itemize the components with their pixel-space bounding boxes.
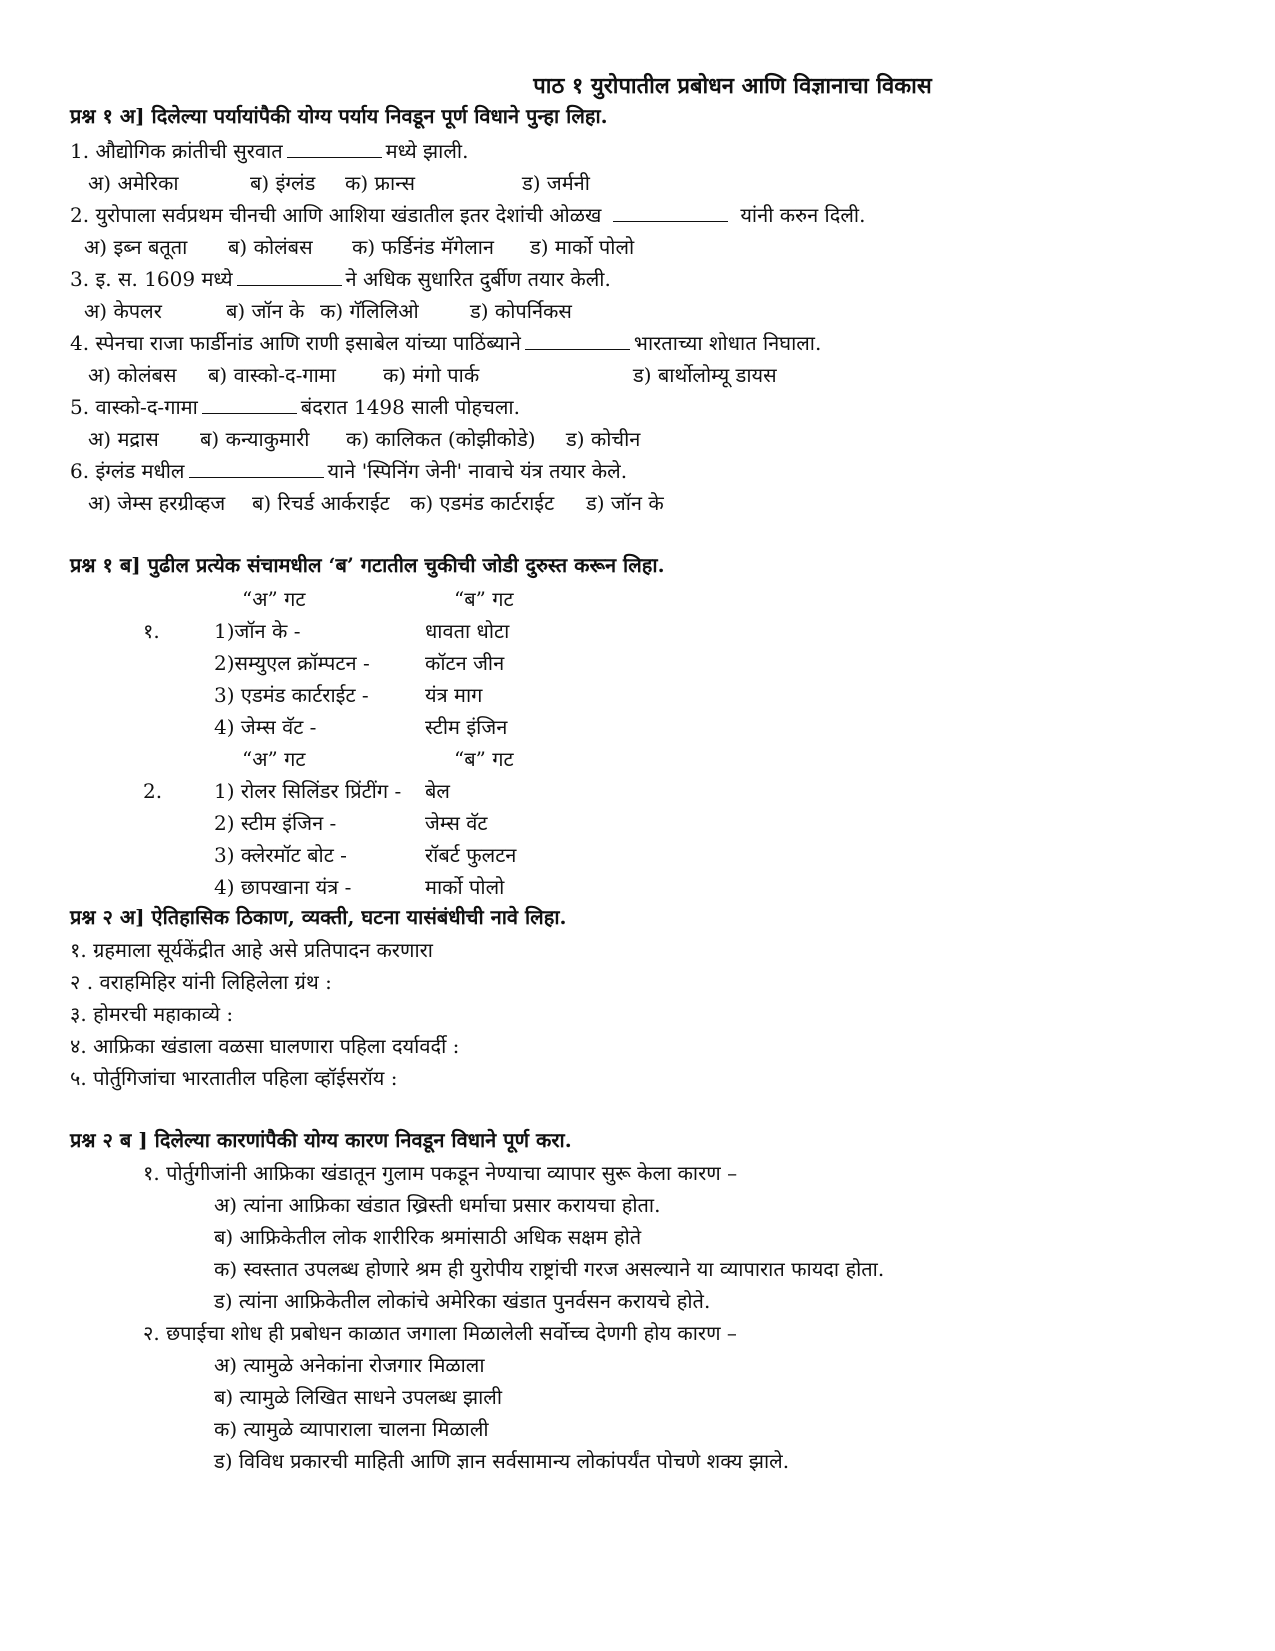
column-b-header: “ब” गट <box>454 747 514 771</box>
q2a-item: ४. आफ्रिका खंडाला वळसा घालणारा पहिला दर्यावर्दी : <box>70 1034 460 1058</box>
q1a-item-3-text-end: ने अधिक सुधारित दुर्बीण तयार केली. <box>345 267 611 291</box>
answer-blank <box>613 203 728 222</box>
set-number: १. <box>143 619 160 643</box>
q1a-item-6-text-end: याने 'स्पिनिंग जेनी' नावाचे यंत्र तयार केले. <box>327 459 628 483</box>
q1a-item-2-text: 2. युरोपाला सर्वप्रथम चीनची आणि आशिया खंडातील इतर देशांची ओळख <box>70 203 602 227</box>
q2b-option: क) स्वस्तात उपलब्ध होणारे श्रम ही युरोपीय राष्ट्रांची गरज असल्याने या व्यापारात फायदा होता. <box>214 1257 885 1281</box>
q2b-option: ड) विविध प्रकारची माहिती आणि ज्ञान सर्वसामान्य लोकांपर्यंत पोचणे शक्य झाले. <box>214 1449 790 1473</box>
option: ड) कोपर्निकस <box>470 299 572 323</box>
answer-blank <box>525 331 630 350</box>
q1a-item-5-text-end: बंदरात 1498 साली पोहचला. <box>300 395 520 419</box>
pair-a: 4) जेम्स वॅट - <box>214 715 317 739</box>
q1a-item-4-text: 4. स्पेनचा राजा फार्डीनांड आणि राणी इसाबेल यांच्या पाठिंब्याने <box>70 331 521 355</box>
pair-b: जेम्स वॅट <box>425 811 488 835</box>
page-title: पाठ १ युरोपातील प्रबोधन आणि विज्ञानाचा विकास <box>533 73 932 99</box>
option: अ) जेम्स हरग्रीव्हज <box>88 491 226 515</box>
option: अ) इब्न बतूता <box>84 235 188 259</box>
pair-a: 1) रोलर सिलिंडर प्रिंटींग - <box>214 779 402 803</box>
column-a-header: “अ” गट <box>242 587 306 611</box>
pair-a: 2)सम्युएल क्रॉम्पटन - <box>214 651 370 675</box>
option: क) मंगो पार्क <box>383 363 480 387</box>
option: क) कालिकत (कोझीकोडे) <box>346 427 536 451</box>
pair-a: 1)जॉन के - <box>214 619 301 643</box>
option: ड) जॉन के <box>586 491 664 515</box>
column-b-header: “ब” गट <box>454 587 514 611</box>
answer-blank <box>237 267 342 286</box>
q1b-heading: प्रश्न १ ब] पुढील प्रत्येक संचामधील ‘ब’ गटातील चुकीची जोडी दुरुस्त करून लिहा. <box>70 553 665 577</box>
q1a-heading: प्रश्न १ अ] दिलेल्या पर्यायांपैकी योग्य पर्याय निवडून पूर्ण विधाने पुन्हा लिहा. <box>70 104 608 128</box>
pair-b: बेल <box>425 779 450 803</box>
answer-blank <box>202 395 297 414</box>
option: ब) कन्याकुमारी <box>200 427 310 451</box>
q1a-item-3-text: 3. इ. स. 1609 मध्ये <box>70 267 233 291</box>
pair-b: रॉबर्ट फुलटन <box>425 843 517 867</box>
q2b-option: अ) त्यामुळे अनेकांना रोजगार मिळाला <box>214 1353 485 1377</box>
pair-b: मार्को पोलो <box>425 875 505 899</box>
option: अ) कोलंबस <box>88 363 177 387</box>
q2b-statement: २. छपाईचा शोध ही प्रबोधन काळात जगाला मिळालेली सर्वोच्च देणगी होय कारण – <box>143 1321 737 1345</box>
q1a-item-2-text-end: यांनी करुन दिली. <box>740 203 866 227</box>
q1a-item-4-text-end: भारताच्या शोधात निघाला. <box>633 331 822 355</box>
q2b-option: ड) त्यांना आफ्रिकेतील लोकांचे अमेरिका खंडात पुनर्वसन करायचे होते. <box>214 1289 711 1313</box>
q1a-item-6-text: 6. इंग्लंड मधील <box>70 459 185 483</box>
answer-blank <box>189 459 324 478</box>
q2b-heading: प्रश्न २ ब ] दिलेल्या कारणांपैकी योग्य कारण निवडून विधाने पूर्ण करा. <box>70 1128 572 1152</box>
q1a-item-4 <box>70 330 821 356</box>
q1a-item-1 <box>70 138 468 164</box>
q1a-item-5-text: 5. वास्को-द-गामा <box>70 395 198 419</box>
option: अ) मद्रास <box>88 427 159 451</box>
q1a-item-1-text-end: मध्ये झाली. <box>385 139 469 163</box>
pair-a: 3) क्लेरमॉट बोट - <box>214 843 347 867</box>
option: ड) मार्को पोलो <box>530 235 635 259</box>
option: ड) जर्मनी <box>522 171 590 195</box>
pair-a: 3) एडमंड कार्टराईट - <box>214 683 369 707</box>
pair-b: कॉटन जीन <box>425 651 505 675</box>
option: ड) कोचीन <box>566 427 641 451</box>
option: ड) बार्थोलोम्यू डायस <box>633 363 777 387</box>
q2b-option: अ) त्यांना आफ्रिका खंडात ख्रिस्ती धर्माचा प्रसार करायचा होता. <box>214 1193 661 1217</box>
option: क) फ्रान्स <box>345 171 416 195</box>
option: अ) केपलर <box>84 299 162 323</box>
pair-a: 4) छापखाना यंत्र - <box>214 875 352 899</box>
option: ब) जॉन के <box>226 299 305 323</box>
q2b-option: ब) त्यामुळे लिखित साधने उपलब्ध झाली <box>214 1385 503 1409</box>
q1a-item-2 <box>70 202 865 228</box>
option: अ) अमेरिका <box>88 171 179 195</box>
q2b-option: ब) आफ्रिकेतील लोक शारीरिक श्रमांसाठी अधिक सक्षम होते <box>214 1225 642 1249</box>
option: ब) इंग्लंड <box>250 171 316 195</box>
pair-b: धावता धोटा <box>425 619 510 643</box>
option: ब) रिचर्ड आर्कराईट <box>252 491 390 515</box>
option: ब) कोलंबस <box>228 235 313 259</box>
pair-b: स्टीम इंजिन <box>425 715 508 739</box>
column-a-header: “अ” गट <box>242 747 306 771</box>
option: क) फर्डिनंड मॅगेलान <box>352 235 495 259</box>
q2a-item: २ . वराहमिहिर यांनी लिहिलेला ग्रंथ : <box>70 970 332 994</box>
q1a-item-3 <box>70 266 611 292</box>
pair-a: 2) स्टीम इंजिन - <box>214 811 337 835</box>
option: क) गॅलिलिओ <box>320 299 419 323</box>
option: ब) वास्को-द-गामा <box>208 363 336 387</box>
q2b-statement: १. पोर्तुगीजांनी आफ्रिका खंडातून गुलाम पकडून नेण्याचा व्यापार सुरू केला कारण – <box>143 1161 738 1185</box>
option: क) एडमंड कार्टराईट <box>410 491 555 515</box>
pair-b: यंत्र माग <box>425 683 483 707</box>
set-number: 2. <box>143 779 163 803</box>
answer-blank <box>287 139 382 158</box>
q2a-item: १. ग्रहमाला सूर्यकेंद्रीत आहे असे प्रतिपादन करणारा <box>70 938 433 962</box>
q1a-item-5 <box>70 394 520 420</box>
q2a-item: ५. पोर्तुगिजांचा भारतातील पहिला व्हॉईसरॉय : <box>70 1066 398 1090</box>
q2b-option: क) त्यामुळे व्यापाराला चालना मिळाली <box>214 1417 489 1441</box>
q2a-heading: प्रश्न २ अ] ऐतिहासिक ठिकाण, व्यक्ती, घटना यासंबंधीची नावे लिहा. <box>70 905 567 929</box>
q2a-item: ३. होमरची महाकाव्ये : <box>70 1002 234 1026</box>
q1a-item-6 <box>70 458 627 484</box>
q1a-item-1-text: 1. औद्योगिक क्रांतीची सुरवात <box>70 139 283 163</box>
